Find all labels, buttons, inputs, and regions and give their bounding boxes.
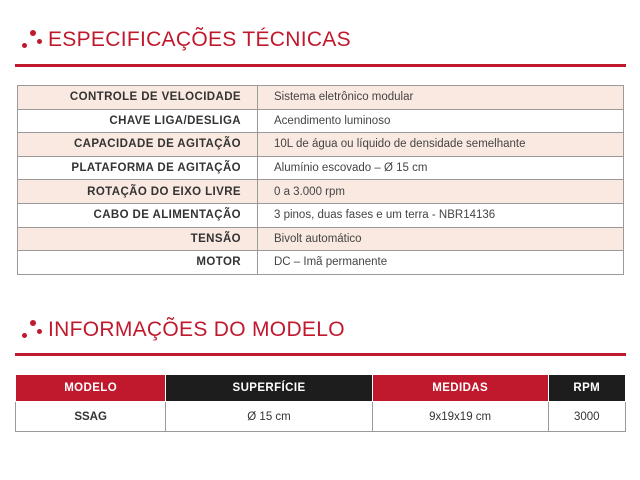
table-row xyxy=(16,402,626,432)
spec-value: 0 a 3.000 rpm xyxy=(258,180,624,204)
header-rpm: RPM xyxy=(548,375,625,402)
table-header-row xyxy=(16,375,626,402)
model-title: INFORMAÇÕES DO MODELO xyxy=(48,318,345,341)
dots-icon xyxy=(18,319,44,341)
spec-label: CONTROLE DE VELOCIDADE xyxy=(18,86,258,110)
specs-title: ESPECIFICAÇÕES TÉCNICAS xyxy=(48,28,351,51)
specs-table xyxy=(17,85,624,275)
cell-superficie: Ø 15 cm xyxy=(166,402,372,432)
table-row xyxy=(18,251,624,275)
model-divider xyxy=(15,353,626,356)
header-superficie: SUPERFÍCIE xyxy=(166,375,372,402)
cell-rpm: 3000 xyxy=(548,402,625,432)
table-row xyxy=(18,86,624,110)
table-row xyxy=(18,227,624,251)
spec-label: CABO DE ALIMENTAÇÃO xyxy=(18,203,258,227)
table-row xyxy=(18,156,624,180)
specs-divider xyxy=(15,64,626,67)
spec-value: Sistema eletrônico modular xyxy=(258,86,624,110)
table-row xyxy=(18,203,624,227)
spec-value: DC – Imã permanente xyxy=(258,251,624,275)
model-heading xyxy=(18,318,345,342)
spec-label: TENSÃO xyxy=(18,227,258,251)
table-row xyxy=(18,109,624,133)
spec-value: Bivolt automático xyxy=(258,227,624,251)
spec-label: MOTOR xyxy=(18,251,258,275)
specs-heading xyxy=(18,28,351,52)
cell-medidas: 9x19x19 cm xyxy=(372,402,548,432)
spec-label: ROTAÇÃO DO EIXO LIVRE xyxy=(18,180,258,204)
spec-label: CHAVE LIGA/DESLIGA xyxy=(18,109,258,133)
spec-value: 10L de água ou líquido de densidade semelhante xyxy=(258,133,624,157)
dots-icon xyxy=(18,29,44,51)
header-modelo: MODELO xyxy=(16,375,166,402)
header-medidas: MEDIDAS xyxy=(372,375,548,402)
spec-value: 3 pinos, duas fases e um terra - NBR14136 xyxy=(258,203,624,227)
cell-modelo: SSAG xyxy=(16,402,166,432)
spec-label: CAPACIDADE DE AGITAÇÃO xyxy=(18,133,258,157)
spec-value: Acendimento luminoso xyxy=(258,109,624,133)
spec-value: Alumínio escovado – Ø 15 cm xyxy=(258,156,624,180)
spec-label: PLATAFORMA DE AGITAÇÃO xyxy=(18,156,258,180)
table-row xyxy=(18,180,624,204)
table-row xyxy=(18,133,624,157)
model-table xyxy=(15,374,626,432)
